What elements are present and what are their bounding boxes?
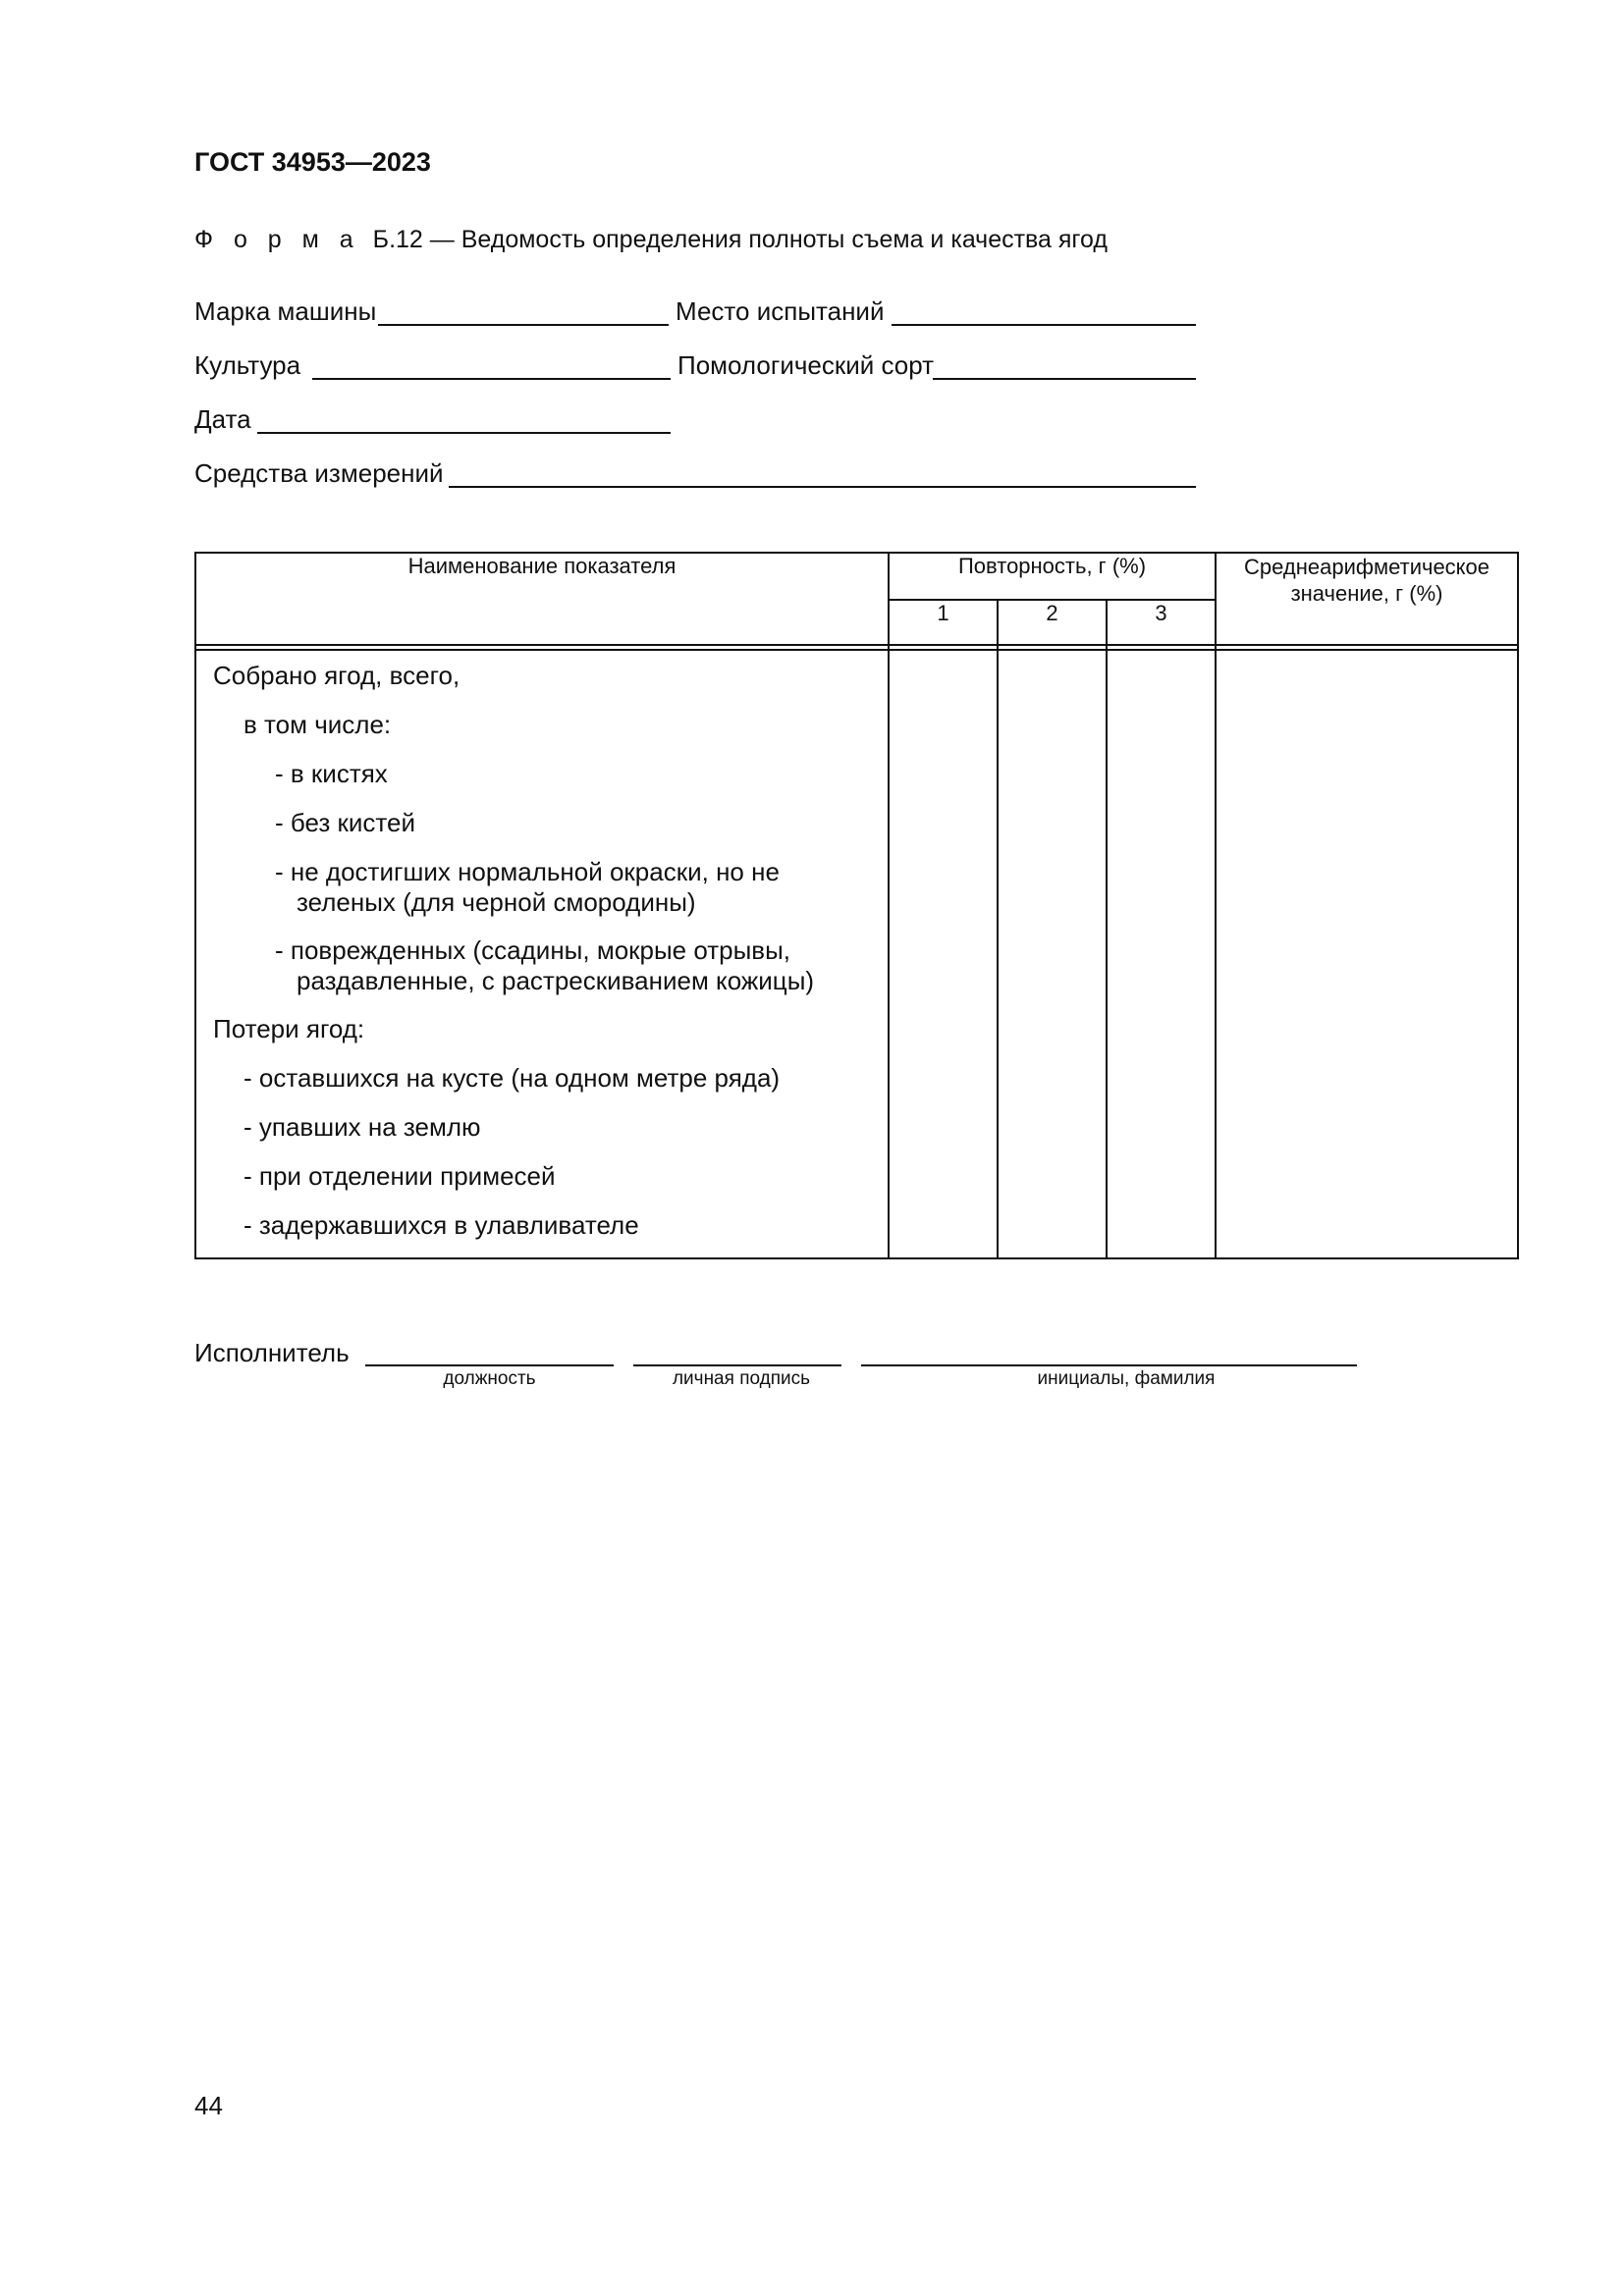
- form-word: Ф о р м а: [194, 226, 360, 253]
- test-place-label: Место испытаний: [676, 296, 885, 326]
- name-field[interactable]: [861, 1364, 1357, 1366]
- measurement-table: [194, 552, 1519, 1259]
- date-label: Дата: [194, 404, 251, 434]
- machine-brand-label: Марка машины: [194, 296, 377, 326]
- row-losses: Потери ягод:: [213, 1014, 365, 1043]
- row-impurities: - при отделении примесей: [244, 1161, 556, 1191]
- row-including: в том числе:: [244, 710, 392, 739]
- page-number: 44: [194, 2091, 223, 2120]
- name-caption: инициалы, фамилия: [1037, 1368, 1216, 1389]
- repeat-col-3: 3: [1107, 600, 1216, 645]
- indicator-list-cell: [195, 650, 889, 1258]
- date-field[interactable]: [257, 432, 671, 434]
- row-unripe: - не достигших нормальной окраски, но не зеленых (для черной смородины): [275, 857, 780, 917]
- repeat-1-values[interactable]: [889, 650, 998, 1258]
- repeat-2-values[interactable]: [998, 650, 1107, 1258]
- row-fallen: - упавших на землю: [244, 1112, 481, 1142]
- col-header-indicator: Наименование показателя: [195, 553, 889, 645]
- measuring-tools-label: Средства измерений: [194, 458, 444, 488]
- test-place-field[interactable]: [892, 324, 1196, 326]
- variety-field[interactable]: [933, 378, 1196, 380]
- position-caption: должность: [443, 1368, 536, 1389]
- repeat-col-2: 2: [998, 600, 1107, 645]
- machine-brand-field[interactable]: [378, 324, 669, 326]
- row-collected-total: Собрано ягод, всего,: [213, 661, 460, 690]
- row-without-clusters: - без кистей: [275, 808, 416, 837]
- repeat-col-1: 1: [889, 600, 998, 645]
- signature-caption: личная подпись: [672, 1368, 811, 1389]
- col-header-mean-text: Среднеарифметическое значение, г (%): [1244, 555, 1490, 606]
- row-catcher: - задержавшихся в улавливателе: [244, 1210, 639, 1240]
- mean-values[interactable]: [1216, 650, 1518, 1258]
- repeat-3-values[interactable]: [1107, 650, 1216, 1258]
- col-header-mean: [1216, 553, 1518, 645]
- measuring-tools-field[interactable]: [449, 486, 1196, 488]
- form-title: [194, 226, 1108, 254]
- row-in-clusters: - в кистях: [275, 759, 388, 788]
- crop-label: Культура: [194, 350, 301, 380]
- col-header-repeat: Повторность, г (%): [889, 553, 1216, 600]
- signature-field[interactable]: [633, 1364, 841, 1366]
- form-title-text: Б.12 — Ведомость определения полноты съема и качества ягод: [372, 226, 1108, 253]
- position-field[interactable]: [365, 1364, 614, 1366]
- executor-label: Исполнитель: [194, 1338, 350, 1367]
- row-left-on-bush: - оставшихся на кусте (на одном метре ряда): [244, 1063, 781, 1093]
- crop-field[interactable]: [312, 378, 671, 380]
- variety-label: Помологический сорт: [677, 350, 935, 380]
- row-damaged: - поврежденных (ссадины, мокрые отрывы, раздавленные, с растрескиванием кожицы): [275, 935, 815, 995]
- standard-number: ГОСТ 34953—2023: [194, 147, 431, 177]
